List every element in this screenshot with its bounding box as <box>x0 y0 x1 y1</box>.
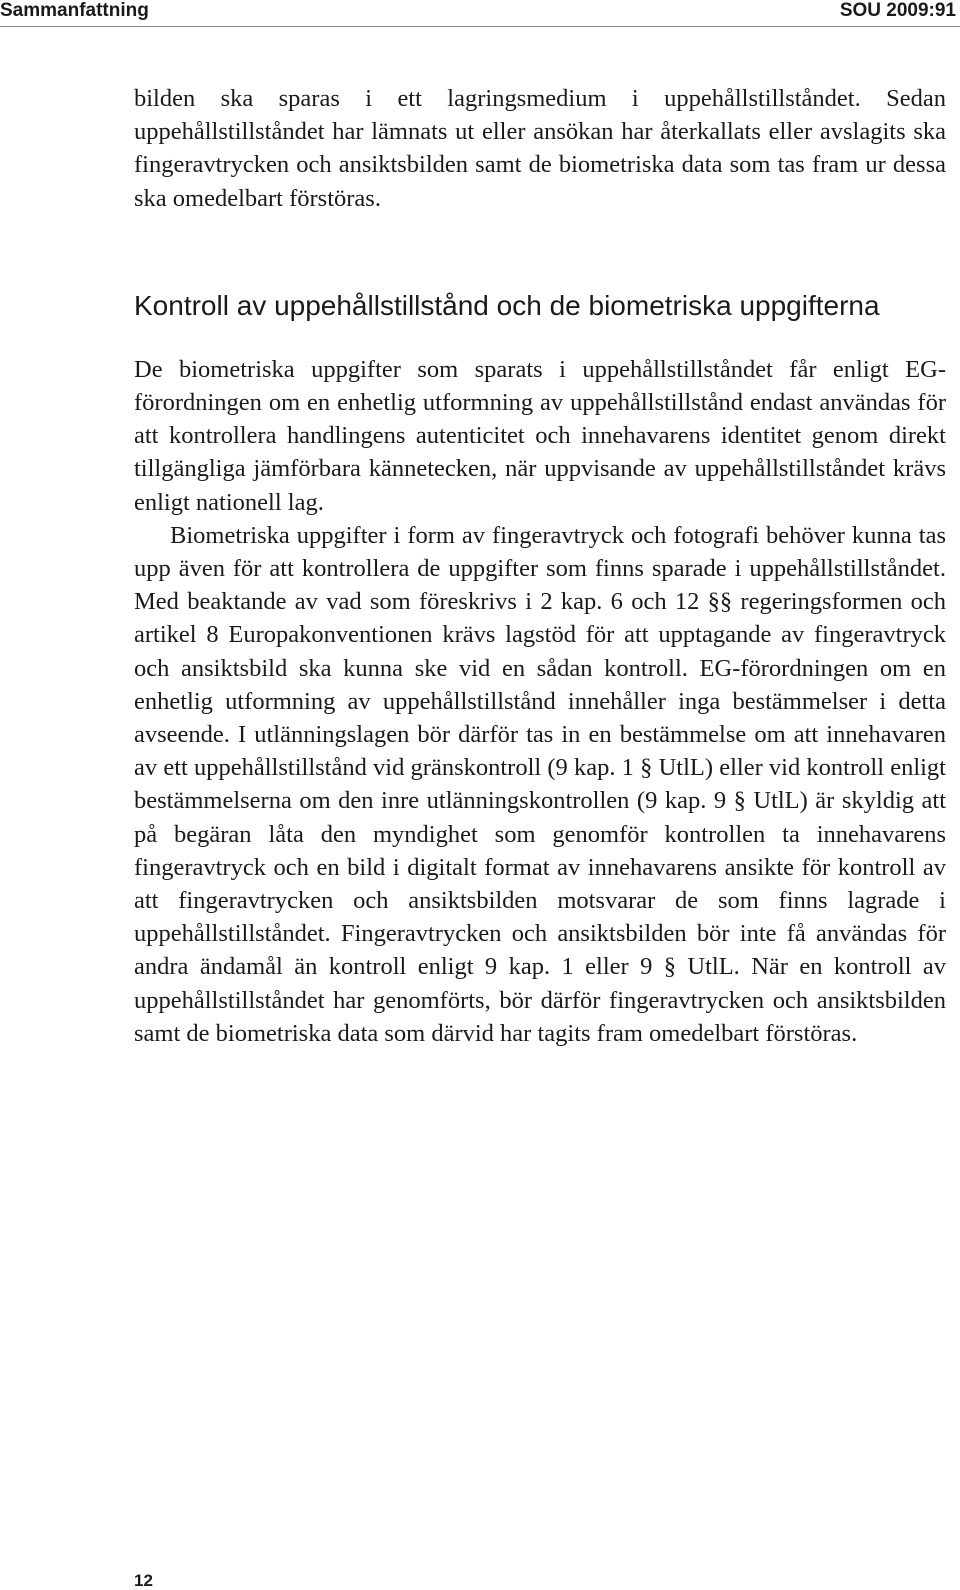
section-heading: Kontroll av uppehållstillstånd och de biometriska uppgifterna <box>134 289 880 321</box>
header-section-title: Sammanfattning <box>0 0 149 21</box>
paragraph-1: De biometriska uppgifter som sparats i uppehållstillståndet får enligt EG-förordningen om en enhetlig utformning av uppehållstillstånd endast användas för att kontrollera handlingens autenticitet och innehavarens identitet genom direkt tillgängliga jämförbara kännetecken, när uppvisande av uppehållstillståndet krävs enligt nationell lag. <box>134 355 946 516</box>
header-report-id: SOU 2009:91 <box>839 0 956 21</box>
paragraph-2: Biometriska uppgifter i form av fingeravtryck och fotografi behöver kunna tas upp även för att kontrollera de uppgifter som finns sparade i uppehållstillståndet. Med beaktande av vad som föreskrivs i 2 kap. 6 och 12 §§ regeringsformen och artikel 8 Europakonventionen krävs lagstöd för att upptagande av fingeravtryck och ansiktsbild ska kunna ske vid en sådan kontroll. EG-förordningen om en enhetlig utformning av uppehållstillstånd innehåller inga bestämmelser i detta avseende. I utlänningslagen bör därför tas in en bestämmelse om att innehavaren av ett uppehållstillstånd vid gränskontroll (9 kap. 1 § UtlL) eller vid kontroll enligt bestämmelserna om den inre utlänningskontrollen (9 kap. 9 § UtlL) är skyldig att på begäran låta den myndighet som genomför kontrollen ta innehavarens fingeravtryck och en bild i digitalt format av innehavarens ansikte för kontroll av att fingeravtrycken och ansiktsbilden motsvarar de som finns lagrade i uppehållstillståndet. Fingeravtrycken och ansiktsbilden bör inte få användas för andra ändamål än kontroll enligt 9 kap. 1 eller 9 § UtlL. När en kontroll av uppehållstillståndet har genomförts, bör därför fingeravtrycken och ansiktsbilden samt de biometriska data som därvid har tagits fram omedelbart förstöras. <box>134 521 946 1047</box>
running-header <box>0 0 960 27</box>
page-number: 12 <box>134 1571 153 1590</box>
document-body <box>134 82 946 1050</box>
paragraph-intro: bilden ska sparas i ett lagringsmedium i uppehållstillståndet. Sedan uppehållstillståndet har lämnats ut eller ansökan har återkallats eller avslagits ska fingeravtrycken och ansiktsbilden samt de biometriska data som tas fram ur dessa ska omedelbart förstöras. <box>134 85 946 212</box>
